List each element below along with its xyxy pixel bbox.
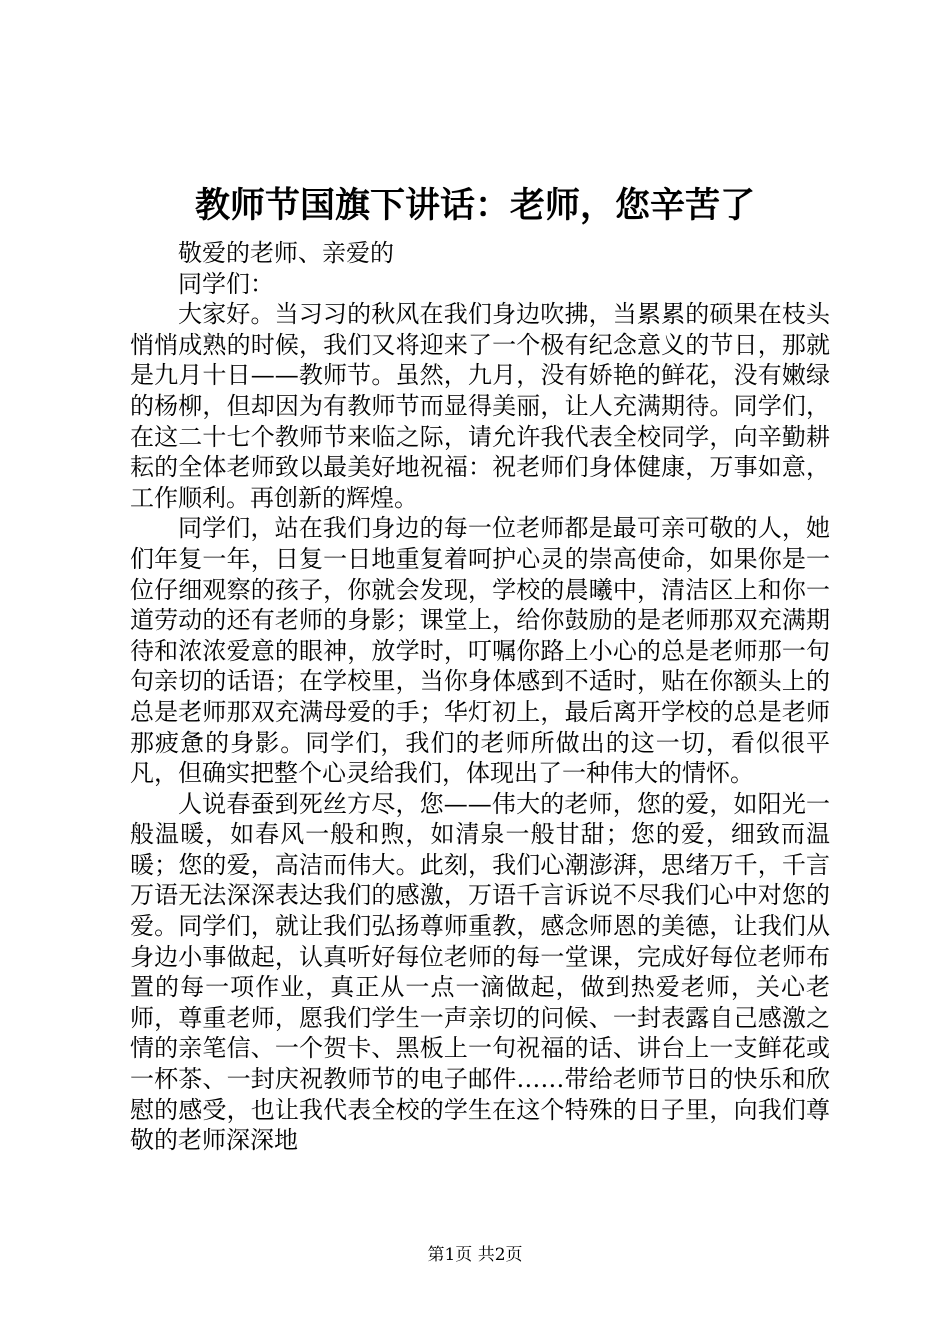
- paragraph-1: 大家好。当习习的秋风在我们身边吹拂，当累累的硕果在枝头悄悄成熟的时候，我们又将迎来了一个极有纪念意义的节日，那就是九月十日——教师节。虽然，九月，没有娇艳的鲜花，没有嫩绿的杨柳，但却因为有教师节而显得美丽，让人充满期待。同学们，在这二十七个教师节来临之际，请允许我代表全校同学，向辛勤耕耘的全体老师致以最美好地祝福：祝老师们身体健康，万事如意，工作顺利。再创新的辉煌。: [130, 300, 830, 512]
- salutation-line-2: 同学们：: [178, 269, 274, 298]
- paragraph-3: 人说春蚕到死丝方尽，您——伟大的老师，您的爱，如阳光一般温暖，如春风一般和煦，如清泉一般甘甜；您的爱，细致而温暖；您的爱，高洁而伟大。此刻，我们心潮澎湃，思绪万千，千言万语无法深深表达我们的感激，万语千言诉说不尽我们心中对您的爱。同学们，就让我们弘扬尊师重教，感念师恩的美德，让我们从身边小事做起，认真听好每位老师的每一堂课，完成好每位老师布置的每一项作业，真正从一点一滴做起，做到热爱老师，关心老师，尊重老师，愿我们学生一声亲切的问候、一封表露自己感激之情的亲笔信、一个贺卡、黑板上一句祝福的话、讲台上一支鲜花或一杯茶、一封庆祝教师节的电子邮件……带给老师节日的快乐和欣慰的感受，也让我代表全校的学生在这个特殊的日子里，向我们尊敬的老师深深地: [130, 789, 830, 1155]
- page-title: 教师节国旗下讲话：老师，您辛苦了: [194, 186, 755, 226]
- paragraph-2: 同学们，站在我们身边的每一位老师都是最可亲可敬的人，她们年复一年，日复一日地重复着呵护心灵的崇高使命，如果你是一位仔细观察的孩子，你就会发现，学校的晨曦中，清洁区上和你一道劳动的还有老师的身影；课堂上，给你鼓励的是老师那双充满期待和浓浓爱意的眼神，放学时，叮嘱你路上小心的总是老师那一句句亲切的话语；在学校里，当你身体感到不适时，贴在你额头上的总是老师那双充满母爱的手；华灯初上，最后离开学校的总是老师那疲惫的身影。同学们，我们的老师所做出的这一切，看似很平凡，但确实把整个心灵给我们，体现出了一种伟大的情怀。: [130, 514, 830, 788]
- document-body: [130, 238, 830, 1156]
- salutation-line-1: 敬爱的老师、亲爱的: [178, 239, 394, 267]
- page-footer: 第1页 共2页: [427, 1245, 523, 1265]
